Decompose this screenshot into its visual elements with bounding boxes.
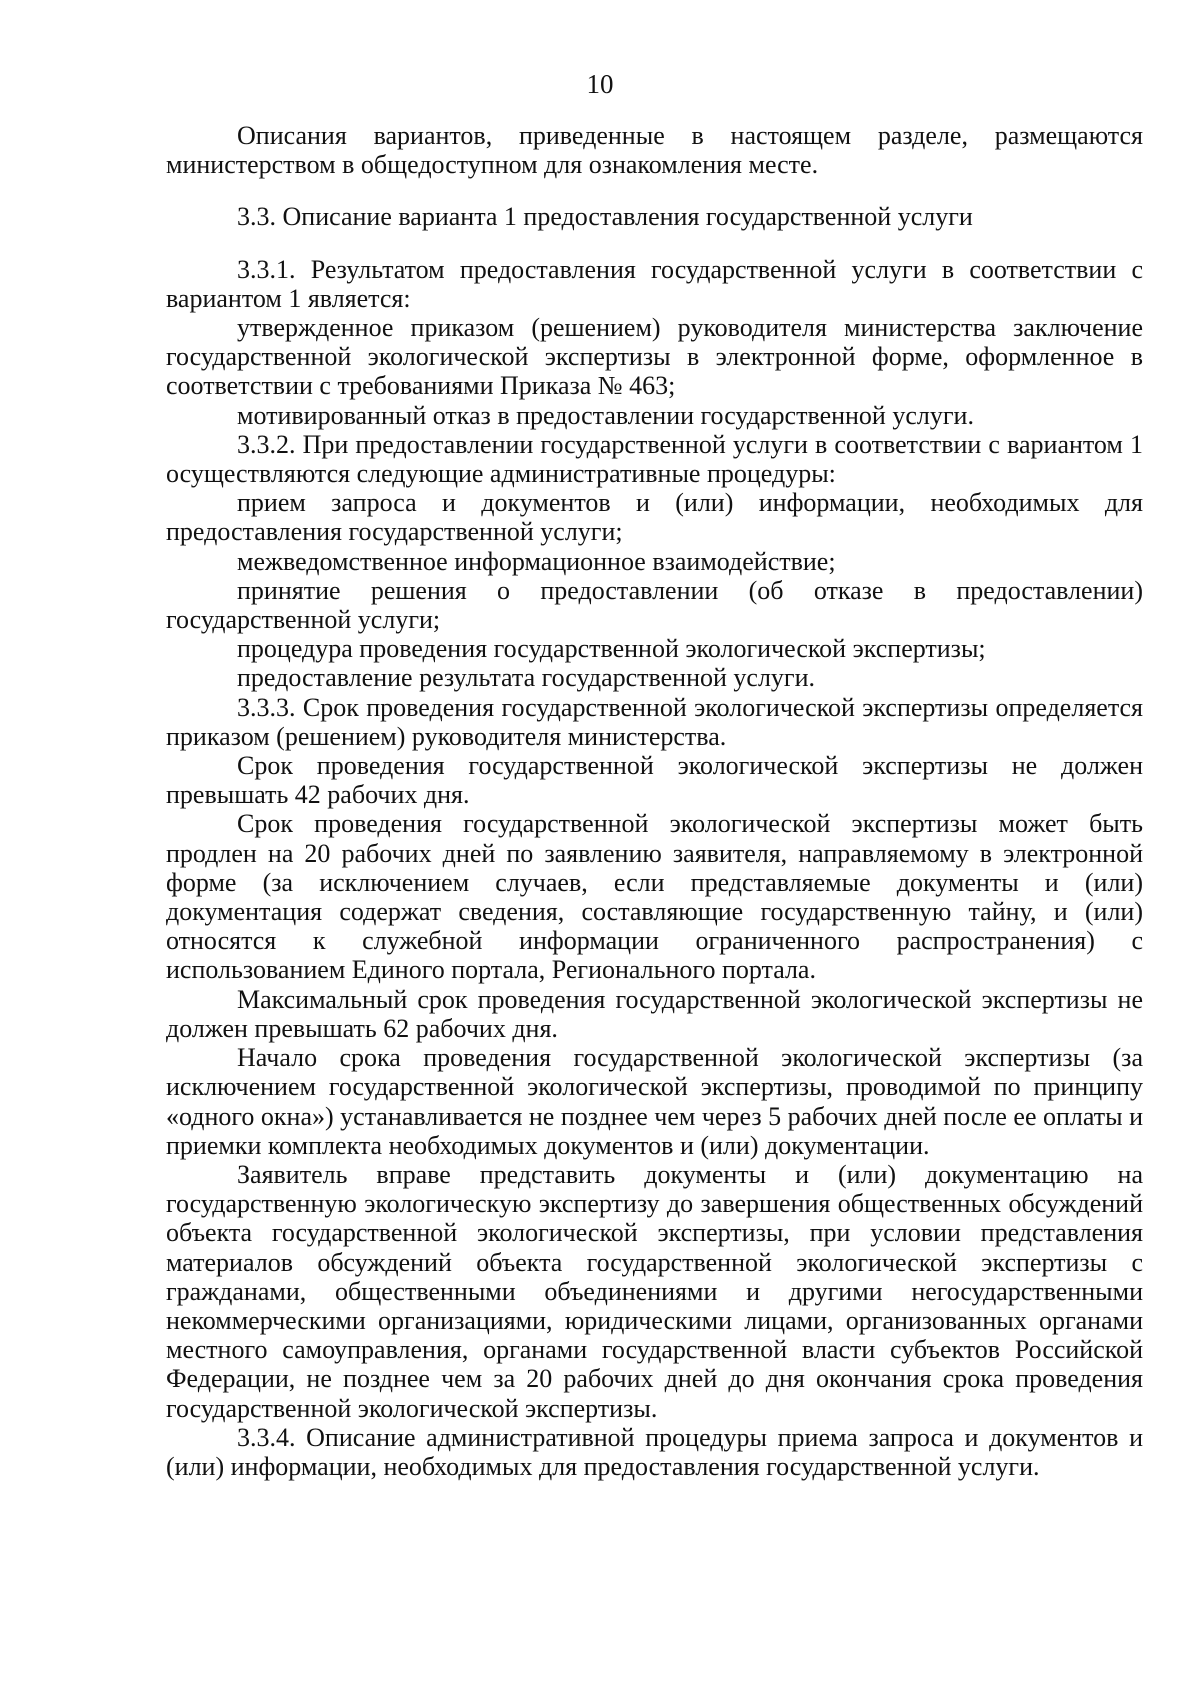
list-item-procedure-result: предоставление результата государственной услуги. — [237, 663, 816, 693]
list-item-result-conclusion: утвержденное приказом (решением) руководителя министерства заключение государственной экологической экспертизы в электронной форме, оформленное в соответствии с требованиями Приказа № 463; — [166, 313, 1143, 401]
list-item-procedure-interaction: межведомственное информационное взаимодействие; — [237, 546, 836, 576]
list-item-procedure-expertise: процедура проведения государственной экологической экспертизы; — [237, 634, 986, 664]
paragraph-term-start: Начало срока проведения государственной экологической экспертизы (за исключением государственной экологической экспертизы, проводимой по принципу «одного окна») устанавливается не позднее чем через 5 рабочих дней после ее оплаты и приемки комплекта необходимых документов и (или) документации. — [166, 1043, 1143, 1160]
page-number: 10 — [586, 69, 614, 99]
list-item-procedure-decision: принятие решения о предоставлении (об отказе в предоставлении) государственной услуги; — [166, 575, 1143, 635]
paragraph-applicant-rights: Заявитель вправе представить документы и (или) документацию на государственную экологическую экспертизу до завершения общественных обсуждений объекта государственной экологической экспертизы, при условии представления материалов обсуждений объекта государственной экологической экспертизы с гражданами, общественными объединениями и другими негосударственными некоммерческими организациями, юридическими лицами, организованных органами местного самоуправления, органами государственной власти субъектов Российской Федерации, не позднее чем за 20 рабочих дней до дня окончания срока проведения государственной экологической экспертизы. — [166, 1159, 1143, 1423]
document-body — [166, 121, 1143, 1481]
paragraph-max-term: Максимальный срок проведения государственной экологической экспертизы не должен превышать 62 рабочих дня. — [166, 984, 1143, 1043]
paragraph-3-3-2: 3.3.2. При предоставлении государственной услуги в соответствии с вариантом 1 осуществляются следующие административные процедуры: — [166, 429, 1143, 489]
paragraph-term-limit: Срок проведения государственной экологической экспертизы не должен превышать 42 рабочих дня. — [166, 751, 1143, 810]
paragraph-3-3-1: 3.3.1. Результатом предоставления государственной услуги в соответствии с вариантом 1 является: — [166, 254, 1143, 313]
paragraph-3-3-3: 3.3.3. Срок проведения государственной экологической экспертизы определяется приказом (решением) руководителя министерства. — [166, 692, 1143, 751]
paragraph-intro: Описания вариантов, приведенные в настоящем разделе, размещаются министерством в общедоступном для ознакомления месте. — [166, 121, 1143, 180]
paragraph-term-extension: Срок проведения государственной экологической экспертизы может быть продлен на 20 рабочих дней по заявлению заявителя, направляемому в электронной форме (за исключением случаев, если представляемые документы и (или) документация содержат сведения, составляющие государственную тайну, и (или) относятся к служебной информации ограниченного распространения) с использованием Единого портала, Регионального портала. — [166, 809, 1143, 985]
list-item-procedure-intake: прием запроса и документов и (или) информации, необходимых для предоставления государственной услуги; — [166, 488, 1143, 547]
section-heading: 3.3. Описание варианта 1 предоставления государственной услуги — [237, 202, 973, 232]
paragraph-3-3-4: 3.3.4. Описание административной процедуры приема запроса и документов и (или) информации, необходимых для предоставления государственной услуги. — [166, 1422, 1143, 1481]
list-item-result-refusal: мотивированный отказ в предоставлении государственной услуги. — [237, 400, 974, 430]
